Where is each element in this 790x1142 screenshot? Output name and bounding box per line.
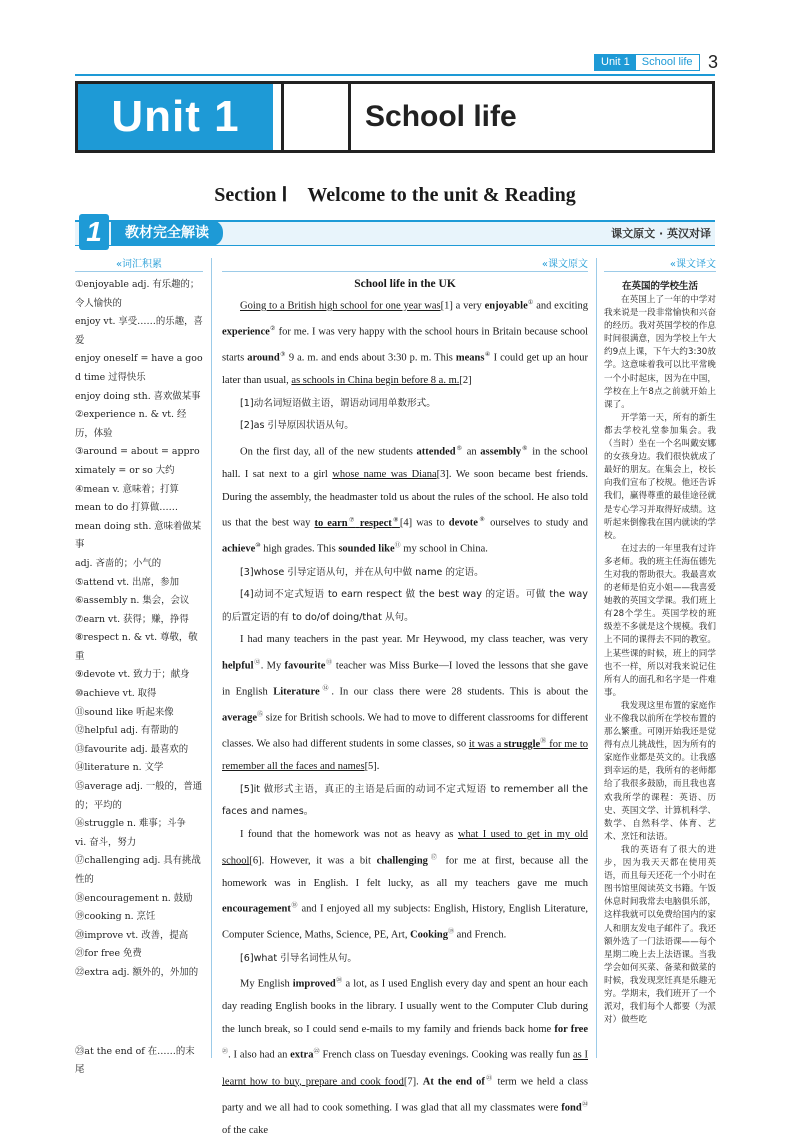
original-note: [6]what 引导名词性从句。 bbox=[240, 952, 357, 964]
translation-title: 在英国的学校生活 bbox=[621, 281, 698, 292]
original-head: «课文原文 bbox=[222, 258, 588, 272]
vocab-list bbox=[75, 276, 203, 1080]
vocab-item: ⑯struggle n. 难事；斗争 bbox=[75, 818, 186, 830]
header-topic-tag: School life bbox=[641, 56, 693, 68]
section-bar-label: 教材完全解读 bbox=[111, 220, 223, 246]
column-divider-right bbox=[596, 258, 597, 1058]
translation-paragraph: 在英国上了一年的中学对我来说是一段非常愉快和兴奋的经历。我对英国学校的作息时间很满意，因为学校上午大约9点上课，下午大约3:30放学。这意味着我可以比平常晚一个小时起床，因为在中国，学校在上午8点之前就开始上课了。 bbox=[604, 295, 716, 410]
original-paragraph: Going to a British high school for one year was[1] a very enjoyable① and exciting experience② for me. I was very happy with the school hours in Britain because school starts around③ 9 a. m. and ends about 3:30 p. m. This means④ I could get up an hour later than usual, as schools in China begin before 8 a. m.[2] bbox=[222, 300, 588, 387]
column-divider-left bbox=[211, 258, 212, 1058]
vocab-item: ⑨devote vt. 致力于；献身 bbox=[75, 669, 190, 681]
vocab-item: ㉓at the end of 在……的末尾 bbox=[75, 1045, 195, 1076]
original-column bbox=[222, 258, 588, 1142]
original-paragraph: My English improved⑳ a lot, as I used English every day and spent an hour each day reading English books in the library. I usually went to the Computer Club during the lunch break, so I could send e-mails to my family and friends back home for free$^㉑$. I also had an extra$^㉒$ French class on Tuesday evenings. Cooking was really fun as I learnt how to buy, prepare and cook food[7]. At the end $of^㉓$ term we held a class party and we all had to cook something. I was glad that all my classmates were fond$^㉔$ of the cake bbox=[222, 978, 589, 1136]
vocab-item: mean doing sth. 意味着做某事 bbox=[75, 520, 202, 551]
translation-paragraph: 在过去的一年里我有过许多老师。我的班主任海伍德先生对我的帮助很大。我最喜欢的老师是伯克小姐——我喜爱她教的英国文学课。我们班上有28个学生。英国学校的班级差不多就是这个规模。我们上不同的课得去不同的教室。上某些课的时候，班上的同学也不一样，所以对我来说记住所有人的面孔和名字是一件难事。 bbox=[604, 543, 716, 698]
vocab-item: ⑩achieve vt. 取得 bbox=[75, 688, 157, 700]
original-paragraph: I had many teachers in the past year. Mr Heywood, my class teacher, was very helpful⑫. My favourite⑬ teacher was Miss Burke—I loved the lessons that she gave in English Literature⑭. In our class there were 28 students. This is about the average⑮ size for British schools. We had to move to different classrooms for different classes. We also had different students in some classes, so it was a struggle⑯ for me to remember all the faces and names[5]. bbox=[222, 634, 588, 773]
vocab-head: «词汇积累 bbox=[75, 258, 203, 272]
vocab-item: ⑪sound like 听起来像 bbox=[75, 706, 174, 718]
vocab-item: ㉑for free 免费 bbox=[75, 948, 142, 960]
banner-title: School life bbox=[365, 100, 517, 133]
vocab-item: ⑦earn vt. 获得；赚，挣得 bbox=[75, 613, 189, 625]
original-note: [5]it 做形式主语，真正的主语是后面的动词不定式短语 to remember all the faces and names。 bbox=[222, 783, 588, 818]
vocab-item: enjoy doing sth. 喜欢做某事 bbox=[75, 390, 201, 402]
original-note: [1]动名词短语做主语，谓语动词用单数形式。 bbox=[240, 397, 436, 409]
vocab-item: ⑬favourite adj. 最喜欢的 bbox=[75, 743, 189, 755]
section-bar bbox=[75, 216, 715, 247]
vocab-item: ⑱encouragement n. 鼓励 bbox=[75, 892, 193, 904]
header-unit-tag: Unit 1 bbox=[595, 55, 636, 70]
section-title: Section Ⅰ Welcome to the unit & Reading bbox=[214, 184, 576, 206]
original-note: [4]动词不定式短语 to earn respect 做 the best way 的定语。可做 the way 的后置定语的有 to do/of doing/that 从句。 bbox=[222, 589, 588, 623]
vocab-item: ⑭literature n. 文学 bbox=[75, 762, 164, 774]
translation-column bbox=[604, 258, 716, 1027]
translation-paragraph: 我发现这里布置的家庭作业不像我以前所在学校布置的那么繁重。可刚开始我还是觉得有点儿挑战性，因为所有的家庭作业都是英文的。让我感到幸运的是，我所有的老师都给了我很多鼓励，而且我也喜欢我所学的课程：英语、历史、英国文学、计算机科学、数学、自然科学、体育、艺术、烹饪和法语。 bbox=[604, 700, 716, 842]
banner-unit: Unit 1 bbox=[78, 84, 273, 150]
unit-banner bbox=[75, 81, 715, 153]
vocab-item: adj. 吝啬的；小气的 bbox=[75, 557, 162, 569]
section-bar-number: 1 bbox=[79, 214, 109, 250]
vocab-item: vi. 奋斗，努力 bbox=[75, 836, 137, 848]
translation-paragraph: 我的英语有了很大的进步，因为我天天都在使用英语，而且每天还花一个小时在图书馆里阅读英文书籍。午饭休息时间我常去电脑俱乐部，这样我就可以免费给国内的家人和朋友发电子邮件了。我还额外选了一门法语课——每个星期二晚上去上法语课。当我学会如何买菜、备菜和做菜的时候，我发现烹饪真是乐趣无穷。学期末，我们班开了一个派对，我们每个人都要（为派对）做些吃 bbox=[604, 844, 716, 1026]
vocab-item: ⑰challenging adj. 具有挑战性的 bbox=[75, 855, 201, 885]
vocab-item: ⑲cooking n. 烹饪 bbox=[75, 911, 156, 923]
vocab-item: ⑳improve vt. 改善，提高 bbox=[75, 929, 189, 941]
banner-separator bbox=[281, 84, 351, 150]
vocab-item: ㉒extra adj. 额外的，外加的 bbox=[75, 966, 199, 978]
vocab-item: ②experience n. & vt. 经历，体验 bbox=[75, 409, 187, 439]
original-title: School life in the UK bbox=[354, 278, 456, 290]
original-note: [3]whose 引导定语从句，并在从句中做 name 的定语。 bbox=[240, 566, 484, 578]
original-paragraph: I found that the homework was not as heavy as what I used to get in my old school[6]. However, it was a bit challenging⑰ for me at first, because all the homework was in English. I felt lucky, as all my teachers gave me much encouragement⑱ and I enjoyed all my subjects: English, History, English Literature, Computer Science, Maths, Science, PE, Art, Cooking⑲ and French. bbox=[222, 829, 588, 941]
vocab-item: ⑤attend vt. 出席，参加 bbox=[75, 576, 179, 588]
vocab-item: ④mean v. 意味着；打算 bbox=[75, 483, 179, 495]
header-tag bbox=[594, 54, 700, 71]
vocab-column bbox=[75, 258, 203, 1080]
section-bar-right: 课文原文 · 英汉对译 bbox=[611, 227, 711, 240]
vocab-item: ⑥assembly n. 集会，会议 bbox=[75, 595, 190, 607]
translation-head: «课文译文 bbox=[604, 258, 716, 272]
page-number: 3 bbox=[708, 52, 719, 72]
vocab-item: ⑧respect n. & vt. 尊敬，敬重 bbox=[75, 632, 198, 662]
vocab-item: ⑫helpful adj. 有帮助的 bbox=[75, 725, 179, 737]
vocab-item: enjoy vt. 享受……的乐趣，喜爱 bbox=[75, 316, 203, 346]
vocab-item: ③around = about = approximately = or so 大约 bbox=[75, 446, 200, 476]
original-paragraph: On the first day, all of the new students attended⑤ an assembly⑥ in the school hall. I sat next to a girl whose name was Diana[3]. We soon became best friends. During the assembly, the headmaster told us about the rules of the school. He also told us that the best way to earn⑦ respect⑧[4] was to devote⑨ ourselves to study and achieve⑩ high grades. This sounded like⑪ my school in China. bbox=[222, 446, 589, 555]
original-note: [2]as 引导原因状语从句。 bbox=[240, 420, 354, 432]
vocab-item: mean to do 打算做…… bbox=[75, 502, 178, 514]
vocab-item: ⑮average adj. 一般的，普通的；平均的 bbox=[75, 781, 203, 811]
vocab-item: ①enjoyable adj. 有乐趣的；令人愉快的 bbox=[75, 279, 200, 309]
vocab-item: enjoy oneself = have a good time 过得快乐 bbox=[75, 353, 203, 383]
translation-paragraph: 开学第一天，所有的新生都去学校礼堂参加集会。我（当时）坐在一个名叫戴安娜的女孩身边。我们很快就成了最好的朋友。在集会上，校长向我们宣布了校规。他还告诉我们，赢得尊重的最佳途径就是专心学习并取得好成绩。这听起来倒像我在国内就读的学校。 bbox=[604, 412, 716, 541]
header-rule bbox=[75, 74, 715, 76]
